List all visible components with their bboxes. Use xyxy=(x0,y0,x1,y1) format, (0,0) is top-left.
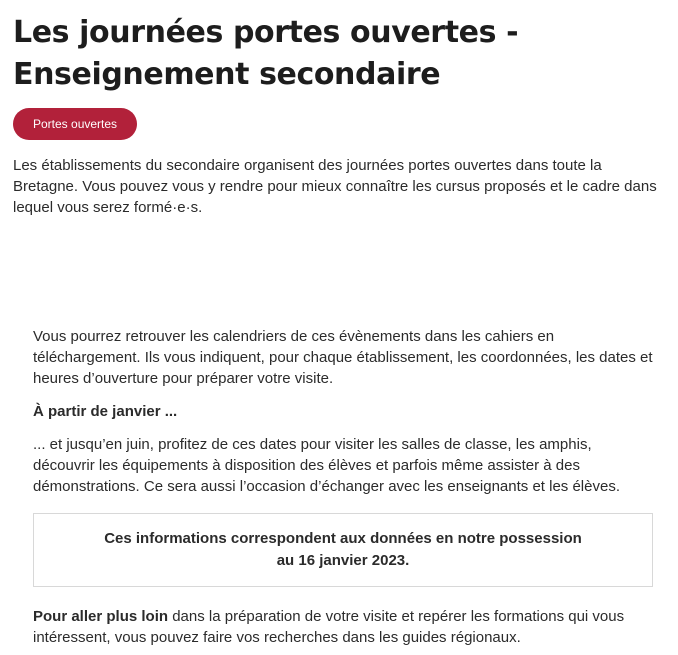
intro-text: Les établissements du secondaire organisent des journées portes ouvertes dans toute la Bretagne. Vous pouvez vous y rendre pour mieux connaître les cursus proposés et le cadre dans lequel vous serez formé·e·s. xyxy=(13,157,657,216)
plus-loin-strong: Pour aller plus loin xyxy=(33,608,169,625)
plus-loin-text: dans la préparation de votre visite et repérer les formations qui vous intéressent, vous pouvez faire vos recherches dans les guides régionaux. xyxy=(33,608,625,646)
main-content xyxy=(33,326,655,648)
info-box-line-1: Ces informations correspondent aux données en notre possession xyxy=(104,530,582,547)
plus-loin-paragraph xyxy=(33,606,655,648)
info-box-line-2: au 16 janvier 2023. xyxy=(276,552,410,569)
page-title: Les journées portes ouvertes - Enseignement secondaire xyxy=(13,15,519,92)
portes-ouvertes-tag[interactable]: Portes ouvertes xyxy=(13,108,137,140)
calendriers-paragraph: Vous pourrez retrouver les calendriers de ces évènements dans les cahiers en téléchargement. Ils vous indiquent, pour chaque établissement, les coordonnées, les dates et heures d’ouverture pour préparer votre visite. xyxy=(33,328,653,387)
janvier-heading: À partir de janvier ... xyxy=(33,403,178,420)
juin-paragraph: ... et jusqu’en juin, profitez de ces dates pour visiter les salles de classe, les amphis, découvrir les équipements à disposition des élèves et parfois même assister à des démonstrations. Ce sera aussi l’occasion d’échanger avec les enseignants et les élèves. xyxy=(33,436,620,495)
info-box xyxy=(33,513,653,587)
